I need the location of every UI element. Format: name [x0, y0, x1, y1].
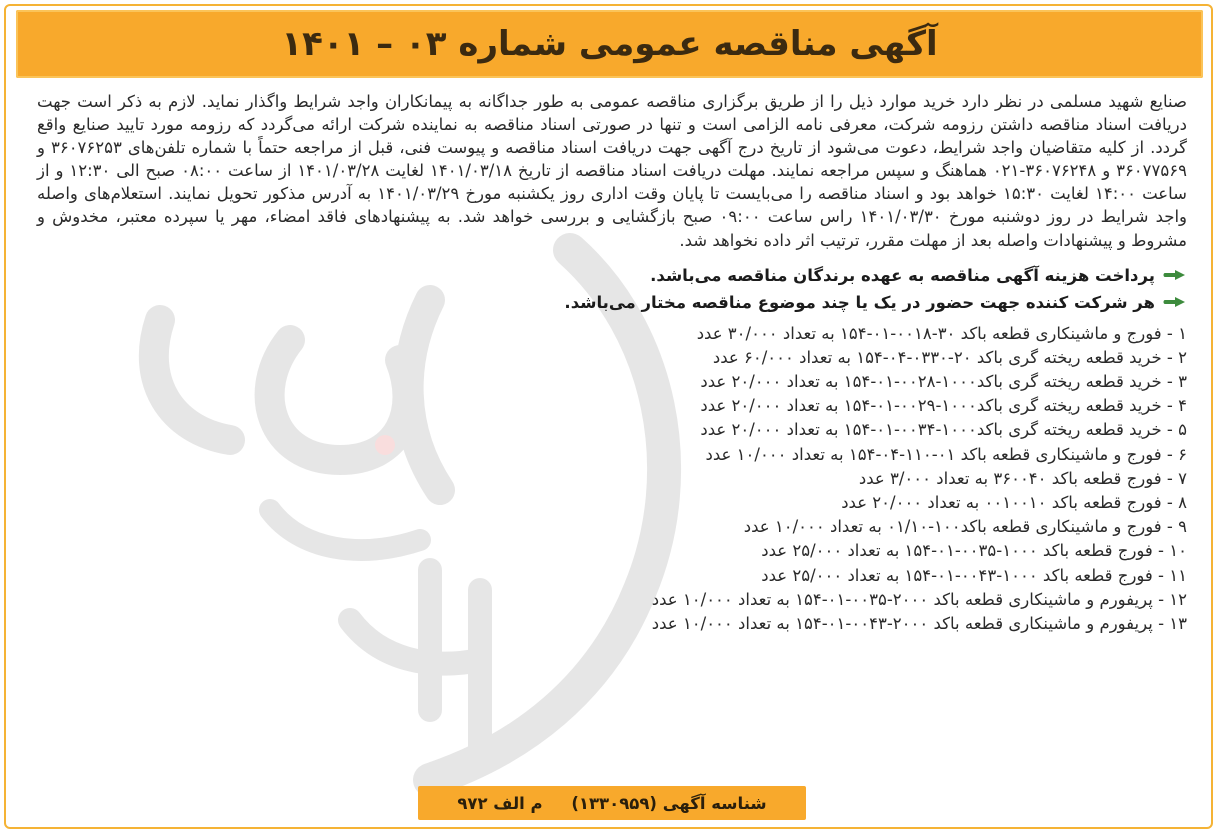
list-item: ۶ - فورج و ماشینکاری قطعه باکد ۰۱-۱۱۰-۰۴-۱۵۴ به تعداد ۱۰/۰۰۰ عدد [705, 444, 1187, 464]
bullet-item [37, 289, 1187, 316]
list-item: ۳ - خرید قطعه ریخته گری باکد۱۰۰۰-۰۰۲۸-۰۱-۱۵۴ به تعداد ۲۰/۰۰۰ عدد [700, 372, 1187, 392]
page-title: آگهی مناقصه عمومی شماره ۰۳ – ۱۴۰۱ [281, 24, 938, 64]
pointing-hand-icon [1161, 267, 1187, 283]
list-item: ۱۱ - فورج قطعه باکد ۱۰۰۰-۰۰۴۳-۰۱-۱۵۴ به تعداد ۲۵/۰۰۰ عدد [761, 565, 1187, 585]
tender-items-list [37, 322, 1187, 637]
list-item: ۵ - خرید قطعه ریخته گری باکد۱۰۰۰-۰۰۳۴-۰۱-۱۵۴ به تعداد ۲۰/۰۰۰ عدد [700, 420, 1187, 440]
list-item: ۱۲ - پریفورم و ماشینکاری قطعه باکد ۲۰۰۰-۰۰۳۵-۰۱-۱۵۴ به تعداد ۱۰/۰۰۰ عدد [651, 589, 1187, 609]
title-banner [16, 10, 1203, 78]
list-item: ۱ - فورج و ماشینکاری قطعه باکد ۳۰-۰۰۱۸-۰۱-۱۵۴ به تعداد ۳۰/۰۰۰ عدد [696, 323, 1187, 343]
list-item: ۱۳ - پریفورم و ماشینکاری قطعه باکد ۲۰۰۰-۰۰۴۳-۰۱-۱۵۴ به تعداد ۱۰/۰۰۰ عدد [651, 614, 1187, 634]
ad-id-banner [418, 786, 806, 820]
pointing-hand-icon [1161, 294, 1187, 310]
bullet-item [37, 262, 1187, 289]
intro-paragraph: صنایع شهید مسلمی در نظر دارد خرید موارد ذیل را از طریق برگزاری مناقصه عمومی به طور جداگانه به پیمانکاران واجد شرایط واگذار نماید. لازم به ذکر است جهت دریافت اسناد مناقصه داشتن رزومه شرکت، معرفی نامه الزامی است و تنها در صورتی اسناد مناقصه به نماینده شرکت ارائه می‌گردد که رزومه مورد تایید صنایع واقع گردد. از کلیه متقاضیان واجد شرایط، دعوت می‌شود از تاریخ درج آگهی جهت دریافت اسناد مناقصه و پیوست فنی، قبل از مراجعه حتماً با شماره تلفن‌های ۳۶۰۷۶۲۵۳ و ۳۶۰۷۷۵۶۹ و ۳۶۰۷۶۲۴۸-۰۲۱ هماهنگ و سپس مراجعه نمایند. مهلت دریافت اسناد مناقصه از تاریخ ۱۴۰۱/۰۳/۱۸ لغایت ۱۴۰۱/۰۳/۲۸ از ساعت ۰۸:۰۰ صبح الی ۱۲:۳۰ و از ساعت ۱۴:۰۰ لغایت ۱۵:۳۰ خواهد بود و اسناد مناقصه را می‌بایست تا پایان وقت اداری روز یکشنبه مورخ ۱۴۰۱/۰۳/۲۹ به آدرس مذکور تحویل نمایند. استعلام‌های واصله واجد شرایط در روز دوشنبه مورخ ۱۴۰۱/۰۳/۳۰ راس ساعت ۰۹:۰۰ صبح بازگشایی و بررسی خواهد شد. به پیشنهادهای فاقد امضاء، مهر یا سپرده معتبر، مخدوش و مشروط و پیشنهادات واصله بعد از مهلت مقرر، ترتیب اثر داده نخواهد شد. [37, 92, 1188, 250]
bullet-text: پرداخت هزینه آگهی مناقصه به عهده برندگان مناقصه می‌باشد. [650, 265, 1155, 285]
list-item: ۲ - خرید قطعه ریخته گری باکد ۲۰-۰۳۳۰-۰۴-۱۵۴ به تعداد ۶۰/۰۰۰ عدد [712, 347, 1187, 367]
list-item: ۴ - خرید قطعه ریخته گری باکد۱۰۰۰-۰۰۲۹-۰۱-۱۵۴ به تعداد ۲۰/۰۰۰ عدد [700, 396, 1187, 416]
bullet-text: هر شرکت کننده جهت حضور در یک یا چند موضوع مناقصه مختار می‌باشد. [564, 292, 1155, 312]
list-item: ۸ - فورج قطعه باکد ۰۰۱۰۰۱۰ به تعداد ۲۰/۰۰۰ عدد [841, 493, 1187, 513]
bullet-list [37, 262, 1187, 316]
list-item: ۹ - فورج و ماشینکاری قطعه باکد۱۰۰-۰۱/۱۰ به تعداد ۱۰/۰۰۰ عدد [743, 517, 1187, 537]
ad-id-text: شناسه آگهی (۱۳۳۰۹۵۹) م الف ۹۷۲ [457, 793, 767, 813]
list-item: ۷ - فورج قطعه باکد ۳۶۰۰۴۰ به تعداد ۳/۰۰۰ عدد [858, 468, 1187, 488]
notice-body [37, 90, 1187, 636]
list-item: ۱۰ - فورج قطعه باکد ۱۰۰۰-۰۰۳۵-۰۱-۱۵۴ به تعداد ۲۵/۰۰۰ عدد [761, 541, 1187, 561]
